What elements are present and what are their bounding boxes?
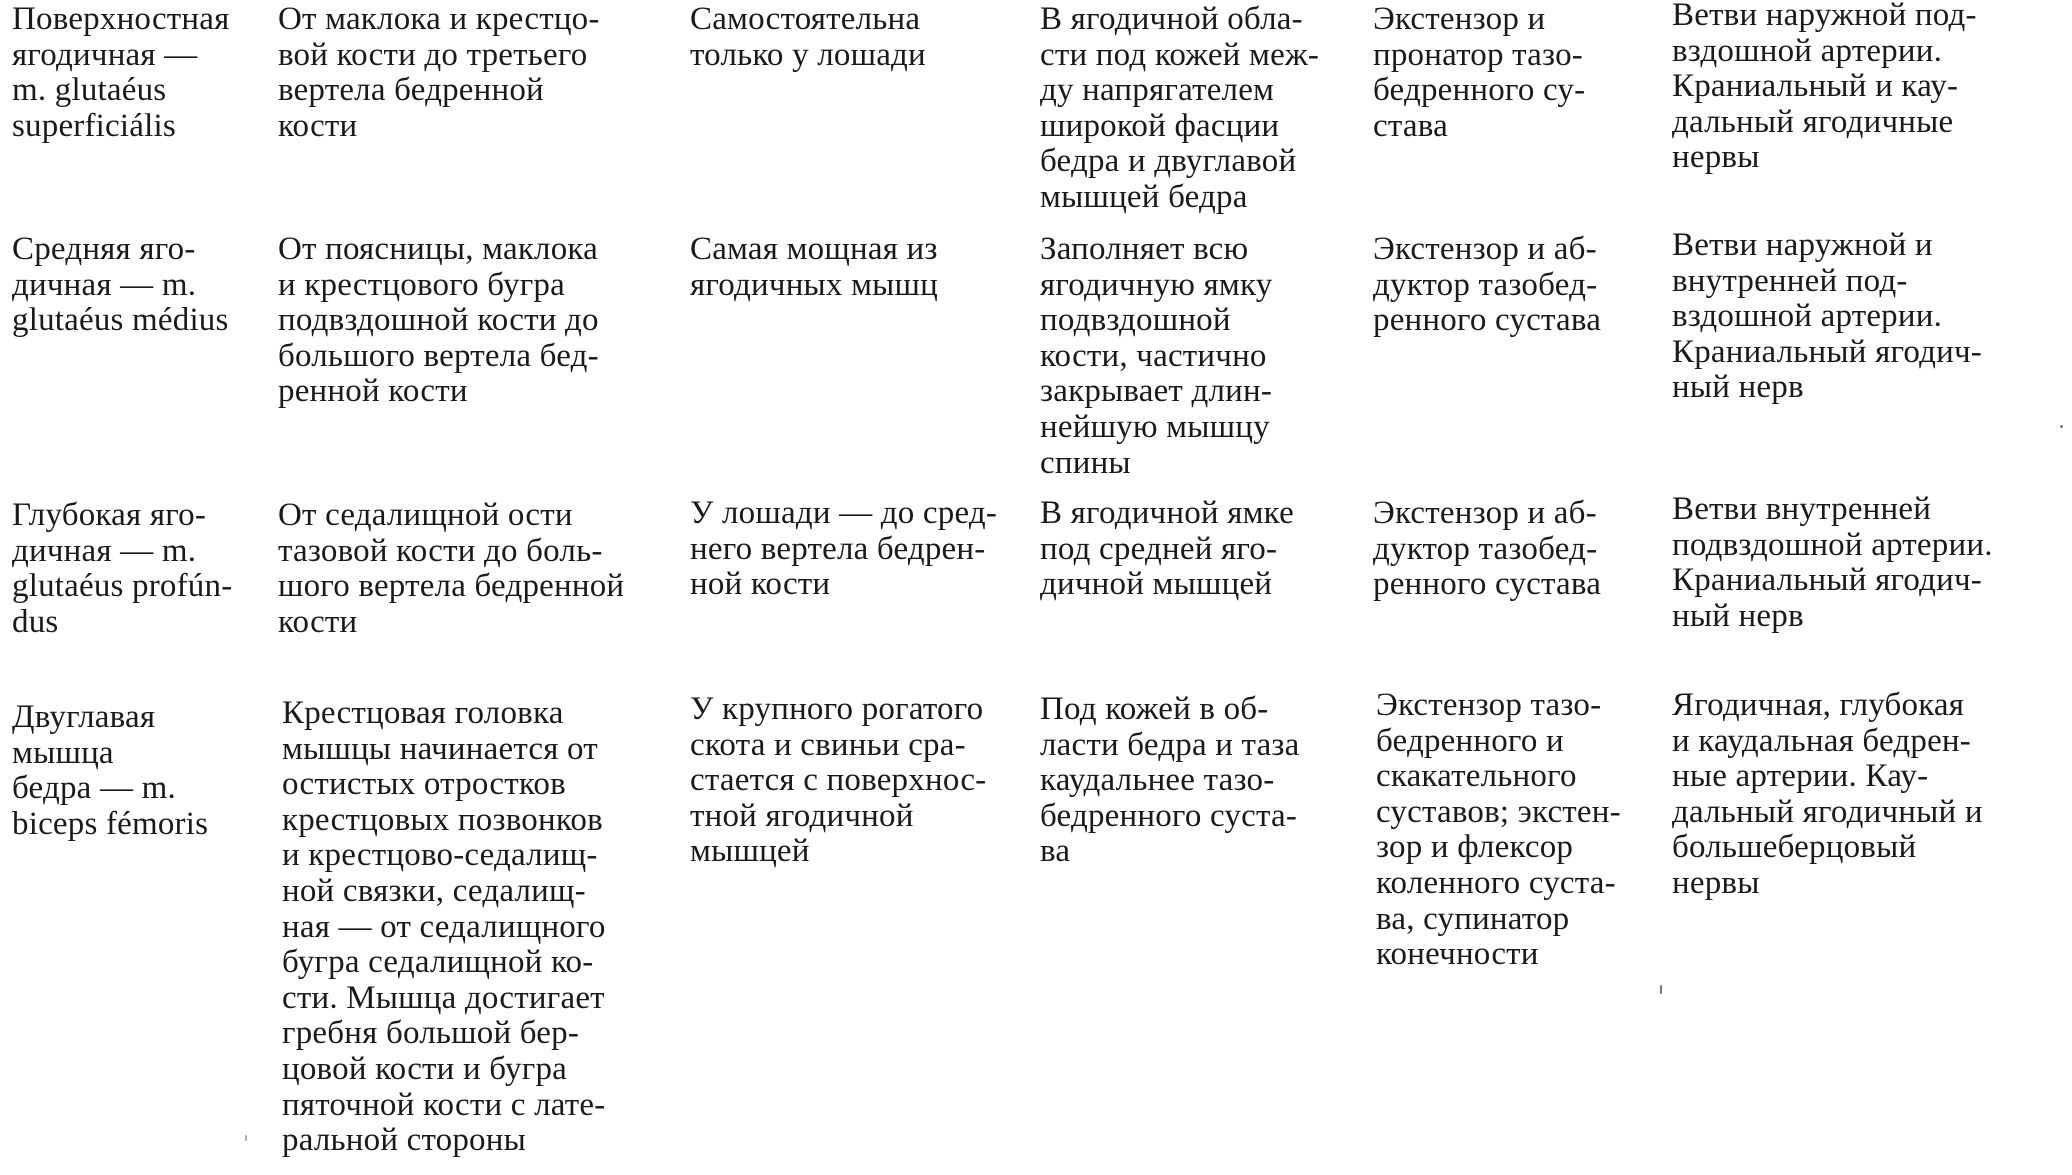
cell-line: ный нерв	[1672, 597, 1804, 634]
cell-line: Экстензор и	[1373, 1, 1546, 37]
cell-line: дичная — m.	[12, 532, 197, 569]
cell-line: большого вертела бед-	[278, 337, 599, 374]
cell-line: дальный ягодичный и	[1672, 793, 1983, 830]
cell-line: Ветви наружной и	[1672, 227, 1933, 263]
cell-line: Экстензор и аб-	[1373, 231, 1597, 267]
cell-line: остистых отростков	[282, 766, 566, 803]
row1-supply-cell	[1672, 0, 1977, 176]
cell-line: подвздошной кости до	[278, 302, 599, 339]
cell-line: biceps fémoris	[12, 805, 209, 842]
cell-line: glutaéus profún-	[12, 568, 233, 605]
cell-line: В ягодичной ямке	[1040, 495, 1294, 531]
cell-line: дичная — m.	[12, 266, 197, 303]
cell-line: скота и свиньи сра-	[690, 726, 966, 763]
cell-line: мышцей бедра	[1040, 178, 1248, 215]
row2-location-cell	[1040, 232, 1272, 481]
cell-line: подвздошной	[1040, 302, 1231, 339]
cell-line: дичной мышцей	[1040, 566, 1273, 603]
cell-line: коленного суста-	[1376, 864, 1616, 901]
cell-line: Экстензор и аб-	[1373, 495, 1597, 531]
cell-line: большеберцовый	[1672, 829, 1917, 866]
cell-line: и каудальная бедрен-	[1672, 722, 1971, 759]
cell-line: Краниальный ягодич-	[1672, 562, 1982, 599]
cell-line: скакательного	[1376, 758, 1577, 795]
cell-line: вздошной артерии.	[1672, 32, 1943, 69]
scan-speck	[2060, 425, 2063, 428]
row1-location-cell	[1040, 2, 1319, 216]
cell-line: Заполняет всю	[1040, 231, 1249, 267]
row3-function-cell	[1373, 496, 1601, 603]
row1-muscle-cell	[12, 2, 230, 144]
cell-line: ренного сустава	[1373, 302, 1602, 339]
cell-line: мышцы начинается от	[282, 730, 598, 767]
cell-line: пронатор тазо-	[1373, 36, 1583, 73]
cell-line: вертела бедренной	[278, 72, 544, 109]
cell-line: внутренней под-	[1672, 262, 1908, 299]
cell-line: мышца	[12, 734, 114, 771]
cell-line: шого вертела бедренной	[278, 568, 625, 605]
row1-function-cell	[1373, 2, 1585, 144]
row2-muscle-cell	[12, 232, 229, 339]
cell-line: Краниальный ягодич-	[1672, 333, 1982, 370]
cell-line: От поясницы, маклока	[278, 231, 598, 267]
cell-line: конечности	[1376, 936, 1539, 973]
cell-line: только у лошади	[690, 36, 926, 73]
row2-features-cell	[690, 232, 938, 303]
cell-line: кости, частично	[1040, 337, 1267, 374]
cell-line: ва, супинатор	[1376, 900, 1570, 937]
cell-line: ные артерии. Кау-	[1672, 758, 1929, 795]
cell-line: гребня большой бер-	[282, 1015, 580, 1052]
row4-location-cell	[1040, 692, 1300, 870]
cell-line: и крестцового бугра	[278, 266, 565, 303]
cell-line: От маклока и крестцо-	[278, 1, 600, 37]
cell-line: суставов; экстен-	[1376, 793, 1621, 830]
row4-function-cell	[1376, 688, 1621, 973]
cell-line: ду напрягателем	[1040, 72, 1275, 109]
cell-line: спины	[1040, 444, 1131, 481]
cell-line: нейшую мышцу	[1040, 408, 1270, 445]
cell-line: цовой кости и бугра	[282, 1050, 568, 1087]
cell-line: Краниальный и кау-	[1672, 68, 1959, 105]
cell-line: тазовой кости до боль-	[278, 532, 603, 569]
cell-line: сти. Мышца достигает	[282, 979, 605, 1016]
cell-line: ягодичных мышц	[690, 266, 938, 303]
cell-line: ральной стороны	[282, 1122, 526, 1159]
cell-line: Средняя яго-	[12, 231, 196, 267]
cell-line: стается с поверхнос-	[690, 762, 987, 799]
cell-line: Самая мощная из	[690, 231, 938, 267]
cell-line: широкой фасции	[1040, 107, 1280, 144]
scan-speck	[245, 1135, 247, 1141]
cell-line: ягодичная —	[12, 36, 198, 73]
cell-line: сти под кожей меж-	[1040, 36, 1320, 73]
row3-features-cell	[690, 496, 997, 603]
cell-line: пяточной кости с лате-	[282, 1086, 606, 1123]
row4-attachment-cell	[282, 696, 606, 1159]
cell-line: става	[1373, 107, 1448, 144]
cell-line: Ветви наружной под-	[1672, 0, 1977, 33]
cell-line: подвздошной артерии.	[1672, 526, 1993, 563]
cell-line: В ягодичной обла-	[1040, 1, 1303, 37]
cell-line: закрывает длин-	[1040, 373, 1273, 410]
cell-line: бедренного су-	[1373, 72, 1586, 109]
cell-line: бедра и двуглавой	[1040, 143, 1297, 180]
cell-line: Ветви внутренней	[1672, 491, 1932, 527]
cell-line: Самостоятельна	[690, 1, 921, 37]
cell-line: glutaéus médius	[12, 302, 229, 339]
cell-line: ренного сустава	[1373, 566, 1602, 603]
cell-line: ной кости	[690, 566, 831, 603]
cell-line: нервы	[1672, 139, 1760, 176]
cell-line: Крестцовая головка	[282, 695, 564, 731]
cell-line: крестцовых позвонков	[282, 801, 603, 838]
cell-line: Поверхностная	[12, 1, 230, 37]
cell-line: ва	[1040, 833, 1071, 870]
cell-line: Экстензор тазо-	[1376, 687, 1602, 723]
row4-muscle-cell	[12, 700, 208, 842]
cell-line: кости	[278, 603, 358, 640]
cell-line: ягодичную ямку	[1040, 266, 1273, 303]
cell-line: Двуглавая	[12, 699, 156, 735]
row2-supply-cell	[1672, 228, 1982, 406]
scan-speck	[1660, 985, 1662, 994]
cell-line: dus	[12, 603, 59, 640]
cell-line: Под кожей в об-	[1040, 691, 1269, 727]
cell-line: ной связки, седалищ-	[282, 872, 586, 909]
cell-line: superficiális	[12, 107, 176, 144]
cell-line: вой кости до третьего	[278, 36, 588, 73]
cell-line: У лошади — до сред-	[690, 495, 998, 531]
cell-line: От седалищной ости	[278, 497, 573, 533]
cell-line: нервы	[1672, 864, 1760, 901]
row4-supply-cell	[1672, 688, 1983, 902]
row3-attachment-cell	[278, 498, 624, 640]
cell-line: Глубокая яго-	[12, 497, 207, 533]
cell-line: кости	[278, 107, 358, 144]
row1-attachment-cell	[278, 2, 600, 144]
row2-function-cell	[1373, 232, 1601, 339]
cell-line: m. glutaéus	[12, 72, 167, 109]
row4-features-cell	[690, 692, 986, 870]
cell-line: ный нерв	[1672, 369, 1804, 406]
cell-line: мышцей	[690, 833, 810, 870]
cell-line: каудальнее тазо-	[1040, 762, 1275, 799]
cell-line: него вертела бедрен-	[690, 530, 986, 567]
cell-line: зор и флексор	[1376, 829, 1574, 866]
cell-line: и крестцово-седалищ-	[282, 837, 598, 874]
row1-features-cell	[690, 2, 926, 73]
cell-line: Ягодичная, глубокая	[1672, 687, 1965, 723]
cell-line: ласти бедра и таза	[1040, 726, 1300, 763]
cell-line: тной ягодичной	[690, 797, 914, 834]
cell-line: бедра — m.	[12, 770, 176, 807]
row3-supply-cell	[1672, 492, 1993, 634]
cell-line: дуктор тазобед-	[1373, 266, 1598, 303]
cell-line: У крупного рогатого	[690, 691, 984, 727]
cell-line: бугра седалищной ко-	[282, 944, 594, 981]
cell-line: ренной кости	[278, 373, 468, 410]
cell-line: под средней яго-	[1040, 530, 1278, 567]
cell-line: вздошной артерии.	[1672, 298, 1943, 335]
row2-attachment-cell	[278, 232, 599, 410]
cell-line: бедренного суста-	[1040, 797, 1298, 834]
cell-line: дальный ягодичные	[1672, 103, 1954, 140]
cell-line: дуктор тазобед-	[1373, 530, 1598, 567]
row3-muscle-cell	[12, 498, 232, 640]
row3-location-cell	[1040, 496, 1294, 603]
cell-line: ная — от седалищного	[282, 908, 606, 945]
cell-line: бедренного и	[1376, 722, 1564, 759]
